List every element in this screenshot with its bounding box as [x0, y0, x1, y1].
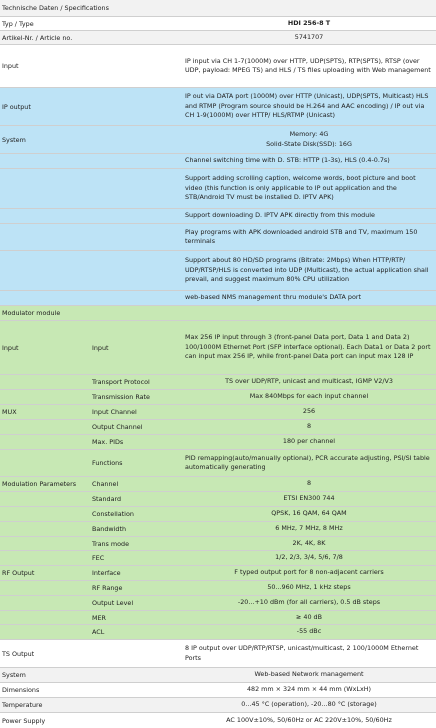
mux-row	[0, 390, 436, 405]
modulation-row	[0, 492, 436, 507]
modulation-group-label: Modulation Parameters	[2, 480, 77, 488]
system-row-switching	[0, 154, 436, 169]
bottom-label: System	[2, 671, 26, 679]
bottom-label: Temperature	[2, 701, 43, 709]
modulation-param-label: Constellation	[92, 510, 134, 518]
spec-title: Technische Daten / Specifications	[2, 4, 109, 12]
modulator-input-group: Input	[2, 343, 19, 352]
system-item: Play programs with APK downloaded android STB and TV, maximum 150 terminals	[185, 227, 418, 245]
mux-param-label: Functions	[92, 459, 123, 467]
mux-param-label: Transmission Rate	[92, 393, 150, 401]
rf-group-label: RF Output	[2, 569, 35, 577]
mux-param-value: 8	[306, 422, 312, 431]
modulation-param-value: QPSK, 16 QAM, 64 QAM	[271, 509, 347, 518]
rf-param-label: Output Level	[92, 599, 134, 607]
modulation-row	[0, 537, 436, 551]
modulation-row	[0, 551, 436, 566]
modulation-param-label: Trans mode	[92, 539, 130, 548]
rf-param-value: 50...960 MHz, 1 kHz steps	[267, 583, 351, 592]
bottom-row	[0, 668, 436, 683]
modulation-param-label: FEC	[92, 554, 105, 562]
ts-output-row	[0, 640, 436, 668]
system-memory: Memory: 4G	[289, 130, 329, 138]
bottom-value: 0...45 °C (operation), -20...80 °C (storage)	[241, 700, 377, 709]
rf-param-value: -55 dBc	[296, 627, 322, 636]
rf-param-value: ≥ 40 dB	[296, 612, 322, 621]
system-item: Support downloading D. IPTV APK directly from this module	[185, 211, 375, 220]
mux-param-label: Max. PIDs	[92, 438, 124, 446]
type-value: HDI 256-8 T	[287, 18, 331, 27]
article-row	[0, 31, 436, 45]
mux-row	[0, 375, 436, 390]
mux-param-value: 256	[302, 407, 316, 416]
mux-row	[0, 450, 436, 477]
rf-row	[0, 596, 436, 611]
ip-output-row	[0, 88, 436, 126]
bottom-value: AC 100V±10%, 50/60Hz or AC 220V±10%, 50/60Hz	[226, 715, 392, 724]
mux-param-label: Transport Protocol	[92, 378, 150, 386]
bottom-value: Web-based Network management	[254, 670, 364, 679]
rf-param-label: RF Range	[92, 584, 123, 592]
bottom-row	[0, 683, 436, 698]
modulation-row	[0, 522, 436, 537]
mux-param-value: PID remapping(auto/manually optional), PCR accurate adjusting, PSI/SI table automatically generating	[185, 453, 430, 471]
rf-param-value: -20...+10 dBm (for all carriers), 0.5 dB steps	[237, 598, 381, 607]
modulation-param-value: 1/2, 2/3, 3/4, 5/6, 7/8	[275, 553, 343, 562]
system-row-terminals	[0, 224, 436, 251]
modulation-param-label: Bandwidth	[92, 525, 127, 533]
title-row	[0, 0, 436, 17]
modulation-param-label: Channel	[92, 480, 119, 488]
article-label: Artikel-Nr. / Article no.	[2, 33, 73, 42]
input-value: IP input via CH 1-7(1000M) over HTTP, UDP(SPTS), RTP(SPTS), RTSP (over UDP, payload: MPEG TS) and HLS / TS files uploading with Web management	[185, 56, 431, 74]
modulation-param-value: 2K, 4K, 8K	[292, 538, 326, 547]
modulation-row	[0, 477, 436, 492]
rf-param-label: MER	[92, 613, 106, 622]
bottom-row	[0, 698, 436, 713]
modulator-input-value: Max 256 IP input through 3 (front-panel Data port, Data 1 and Data 2) 100/1000M Ethernet Port (SFP interface optional). Each Data1 or Data 2 port can input max 256 IP, while front-panel Data port can input max 128 IP	[185, 333, 431, 361]
rf-param-label: ACL	[92, 628, 105, 636]
system-label: System	[2, 135, 26, 144]
mux-param-value: Max 840Mbps for each input channel	[249, 392, 369, 401]
modulation-param-value: 6 MHz, 7 MHz, 8 MHz	[275, 524, 343, 533]
system-item: Support adding scrolling caption, welcome words, boot picture and boot video (this function is only applicable to IP out application and the STB/Android TV must be installed D. IPTV APK)	[185, 174, 416, 202]
system-item: Support about 80 HD/SD programs (Bitrate: 2Mbps) When HTTP/RTP/ UDP/RTSP/HLS is converted into UDP (Multicast), the actual application shall prevail, and suggest maximum 80% CPU utilization	[185, 256, 429, 284]
modulation-param-value: ETSI EN300 744	[283, 494, 335, 503]
type-label: Typ / Type	[2, 19, 34, 28]
mux-group-label: MUX	[2, 408, 17, 416]
rf-row	[0, 611, 436, 625]
mux-param-value: 180 per channel	[282, 437, 336, 446]
mux-param-value: TS over UDP/RTP, unicast and multicast, IGMP V2/V3	[225, 377, 393, 386]
system-item: web-based NMS management thru module's DATA port	[185, 293, 361, 302]
article-value: 5741707	[294, 32, 324, 41]
system-row-nms	[0, 291, 436, 306]
mux-param-label: Input Channel	[92, 408, 137, 416]
mux-row	[0, 405, 436, 420]
bottom-label: Power Supply	[2, 716, 46, 725]
modulator-input-row	[0, 321, 436, 375]
rf-row	[0, 625, 436, 640]
input-row	[0, 45, 436, 88]
modulator-header-row	[0, 306, 436, 321]
modulation-param-label: Standard	[92, 495, 122, 503]
bottom-label: Dimensions	[2, 686, 40, 694]
type-row	[0, 17, 436, 31]
modulation-row	[0, 507, 436, 522]
modulator-input-label: Input	[92, 343, 109, 352]
system-disk: Solid-State Disk(SSD): 16G	[266, 139, 352, 148]
rf-param-label: Interface	[92, 569, 121, 577]
mux-param-label: Output Channel	[92, 423, 143, 431]
ts-output-label: TS Output	[2, 649, 35, 658]
rf-row	[0, 566, 436, 581]
mux-row	[0, 435, 436, 450]
system-row-caption	[0, 169, 436, 209]
mux-row	[0, 420, 436, 435]
bottom-row	[0, 713, 436, 728]
rf-param-value: F typed output port for 8 non-adjacent carriers	[234, 568, 384, 577]
system-row-memory	[0, 126, 436, 154]
system-row-programs	[0, 251, 436, 291]
ts-output-value: 8 IP output over UDP/RTP/RTSP, unicast/multicast, 2 100/1000M Ethernet Ports	[185, 644, 419, 662]
rf-row	[0, 581, 436, 596]
ip-output-value: IP out via DATA port (1000M) over HTTP (Unicast), UDP(SPTS, Multicast) HLS and RTMP (Program source should be H.264 and AAC encoding) / IP out via CH 1-9(1000M) over HTTP/ HLS/RTMP (Unicast)	[185, 92, 429, 120]
modulation-param-value: 8	[306, 479, 312, 488]
ip-output-label: IP output	[2, 102, 31, 111]
bottom-value: 482 mm × 324 mm × 44 mm (WxLxH)	[246, 685, 372, 694]
system-item: Channel switching time with D. STB: HTTP (1-3s), HLS (0.4-0.7s)	[185, 156, 390, 165]
modulator-header: Modulator module	[2, 309, 61, 317]
input-label: Input	[2, 62, 19, 70]
system-row-apk	[0, 209, 436, 224]
